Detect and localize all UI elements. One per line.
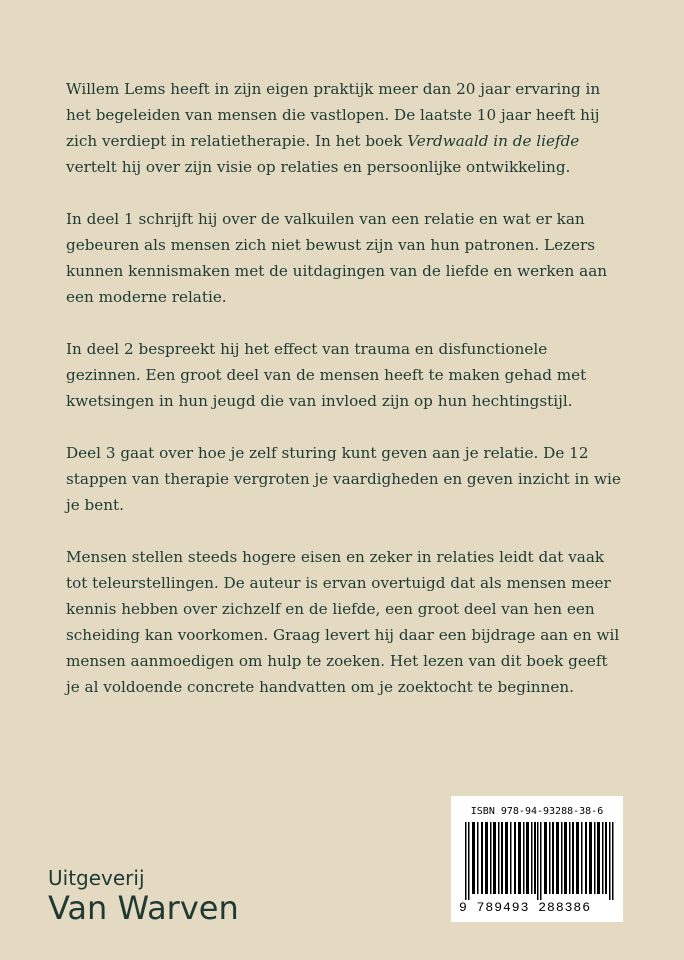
paragraph-text: Willem Lems heeft in zijn eigen praktijk meer dan 20 jaar ervaring in het begeleiden van mensen die vastlopen. De laatste 10 jaar heeft hij zich verdiept in relatietherapie. In het boek bbox=[66, 80, 601, 150]
barcode-bars-icon bbox=[459, 822, 617, 900]
isbn-barcode bbox=[451, 796, 623, 922]
publisher-prefix: Uitgeverij bbox=[48, 866, 145, 890]
publisher-name: Van Warven bbox=[48, 889, 239, 927]
isbn-label: ISBN 978-94-93288-38-6 bbox=[470, 806, 604, 817]
paragraph-author-intro bbox=[66, 76, 626, 180]
paragraph-conclusion: Mensen stellen steeds hogere eisen en zeker in relaties leidt dat vaak tot teleurstellingen. De auteur is ervan overtuigd dat als mensen meer kennis hebben over zichzelf en de liefde, een groot deel van hen een scheiding kan voorkomen. Graag levert hij daar een bijdrage aan en wil mensen aanmoedigen om hulp te zoeken. Het lezen van dit boek geeft je al voldoende concrete handvatten om je zoektocht te beginnen. bbox=[66, 548, 620, 696]
publisher-logo bbox=[48, 866, 239, 926]
barcode-digits: 9 789493 288386 bbox=[459, 900, 592, 915]
paragraph-text: vertelt hij over zijn visie op relaties en persoonlijke ontwikkeling. bbox=[66, 158, 571, 176]
book-title: Verdwaald in de liefde bbox=[407, 132, 580, 150]
paragraph-part-1: In deel 1 schrijft hij over de valkuilen van een relatie en wat er kan gebeuren als mensen zich niet bewust zijn van hun patronen. Lezers kunnen kennismaken met de uitdagingen van de liefde en werken aan een moderne relatie. bbox=[66, 210, 608, 306]
back-cover-description bbox=[66, 76, 626, 726]
paragraph-part-2: In deel 2 bespreekt hij het effect van trauma en disfunctionele gezinnen. Een groot deel van de mensen heeft te maken gehad met kwetsingen in hun jeugd die van invloed zijn op hun hechtingstijl. bbox=[66, 340, 587, 410]
paragraph-part-3: Deel 3 gaat over hoe je zelf sturing kunt geven aan je relatie. De 12 stappen van therapie vergroten je vaardigheden en geven inzicht in wie je bent. bbox=[66, 444, 621, 514]
